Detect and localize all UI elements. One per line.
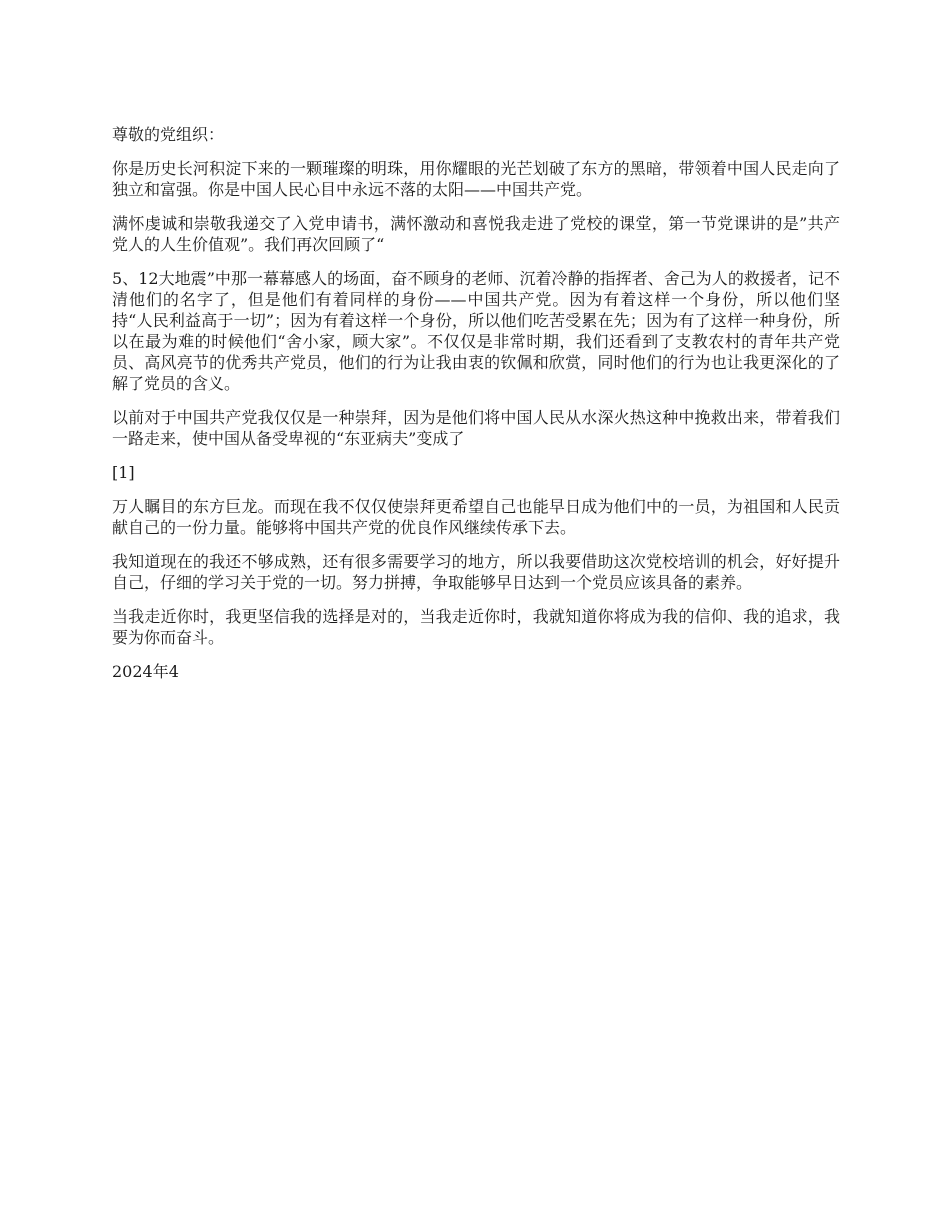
paragraph: 万人瞩目的东方巨龙。而现在我不仅仅使崇拜更希望自己也能早日成为他们中的一员，为祖国和人民贡献自己的一份力量。能够将中国共产党的优良作风继续传承下去。	[112, 497, 840, 537]
paragraph: 满怀虔诚和崇敬我递交了入党申请书，满怀激动和喜悦我走进了党校的课堂，第一节党课讲的是”共产党人的人生价值观”。我们再次回顾了“	[112, 214, 840, 254]
paragraph: 以前对于中国共产党我仅仅是一种崇拜，因为是他们将中国人民从水深火热这种中挽救出来，带着我们一路走来，使中国从备受卑视的“东亚病夫”变成了	[112, 408, 840, 448]
paragraph: 你是历史长河积淀下来的一颗璀璨的明珠，用你耀眼的光芒划破了东方的黑暗，带领着中国人民走向了独立和富强。你是中国人民心目中永远不落的太阳——中国共产党。	[112, 159, 840, 199]
paragraph: 5、12大地震”中那一幕幕感人的场面，奋不顾身的老师、沉着冷静的指挥者、舍己为人的救援者，记不清他们的名字了，但是他们有着同样的身份——中国共产党。因为有着这样一个身份，所以他们坚持“人民利益高于一切”；因为有着这样一个身份，所以他们吃苦受累在先；因为有了这样一种身份，所以在最为难的时候他们“舍小家，顾大家”。不仅仅是非常时期，我们还看到了支教农村的青年共产党员、高风亮节的优秀共产党员，他们的行为让我由衷的钦佩和欣赏，同时他们的行为也让我更深化的了解了党员的含义。	[112, 269, 840, 393]
salutation: 尊敬的党组织：	[112, 125, 225, 144]
date-line: 2024年4	[112, 662, 179, 681]
paragraph: 我知道现在的我还不够成熟，还有很多需要学习的地方，所以我要借助这次党校培训的机会，好好提升自己，仔细的学习关于党的一切。努力拼搏，争取能够早日达到一个党员应该具备的素养。	[112, 552, 840, 592]
document-page	[112, 124, 840, 695]
paragraph: 当我走近你时，我更坚信我的选择是对的，当我走近你时，我就知道你将成为我的信仰、我的追求，我要为你而奋斗。	[112, 607, 840, 647]
footnote-marker: [1]	[112, 463, 135, 482]
